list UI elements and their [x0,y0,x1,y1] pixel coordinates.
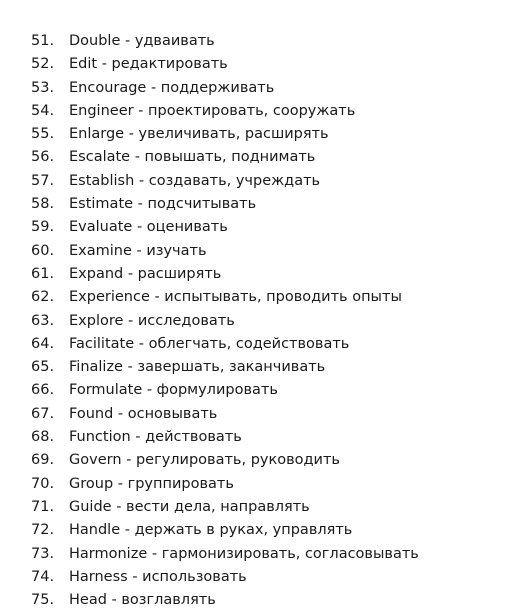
list-item [31,123,501,146]
item-number: 60. [31,242,55,259]
item-number: 70. [31,475,55,492]
list-item [31,170,501,193]
item-text: Harmonize - гармонизировать, согласовывать [69,545,419,562]
item-number: 63. [31,312,55,329]
item-number: 61. [31,265,55,282]
item-text: Examine - изучать [69,242,207,259]
item-number: 72. [31,522,55,539]
list-item [31,379,501,402]
list-item [31,216,501,239]
list-item [31,356,501,379]
item-number: 56. [31,149,55,166]
item-number: 62. [31,289,55,306]
item-text: Engineer - проектировать, сооружать [69,102,356,119]
item-text: Encourage - поддерживать [69,79,275,96]
list-item [31,589,501,612]
item-number: 57. [31,172,55,189]
list-item [31,449,501,472]
item-text: Estimate - подсчитывать [69,196,257,213]
item-text: Govern - регулировать, руководить [69,452,340,469]
item-text: Escalate - повышать, поднимать [69,149,316,166]
list-item [31,77,501,100]
item-text: Explore - исследовать [69,312,235,329]
list-item [31,566,501,589]
item-number: 53. [31,79,55,96]
item-number: 65. [31,359,55,376]
item-text: Found - основывать [69,405,218,422]
item-text: Edit - редактировать [69,56,228,73]
item-number: 55. [31,126,55,143]
item-number: 71. [31,498,55,515]
item-number: 67. [31,405,55,422]
item-number: 52. [31,56,55,73]
list-item [31,146,501,169]
item-text: Enlarge - увеличивать, расширять [69,126,329,143]
vocabulary-list [31,30,501,612]
item-text: Handle - держать в руках, управлять [69,522,353,539]
item-text: Double - удваивать [69,33,215,49]
list-item [31,473,501,496]
item-number: 68. [31,429,55,446]
list-item [31,496,501,519]
list-item [31,310,501,333]
item-number: 75. [31,592,55,609]
list-item [31,30,501,53]
list-item [31,519,501,542]
item-number: 69. [31,452,55,469]
item-text: Guide - вести дела, направлять [69,498,310,515]
item-number: 51. [31,33,55,49]
list-item [31,240,501,263]
list-item [31,263,501,286]
item-number: 73. [31,545,55,562]
list-item [31,286,501,309]
item-text: Finalize - завершать, заканчивать [69,359,326,376]
item-text: Experience - испытывать, проводить опыты [69,289,402,306]
list-item [31,193,501,216]
list-item [31,426,501,449]
list-item [31,100,501,123]
list-item [31,543,501,566]
item-number: 74. [31,568,55,585]
item-text: Function - действовать [69,429,242,446]
item-text: Evaluate - оценивать [69,219,228,236]
item-text: Head - возглавлять [69,592,216,609]
list-item [31,333,501,356]
item-text: Formulate - формулировать [69,382,278,399]
list-item [31,403,501,426]
item-text: Harness - использовать [69,568,247,585]
item-number: 64. [31,335,55,352]
list-item [31,53,501,76]
item-text: Group - группировать [69,475,234,492]
item-text: Establish - создавать, учреждать [69,172,321,189]
item-number: 66. [31,382,55,399]
item-number: 54. [31,102,55,119]
item-number: 59. [31,219,55,236]
item-number: 58. [31,196,55,213]
item-text: Expand - расширять [69,265,222,282]
item-text: Facilitate - облегчать, содействовать [69,335,350,352]
